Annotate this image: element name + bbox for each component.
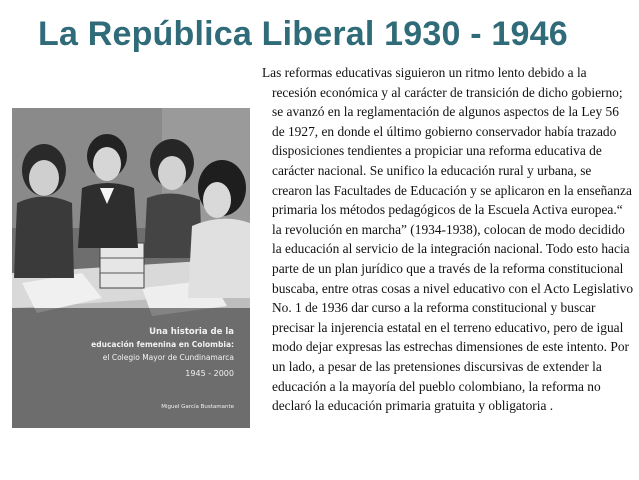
book-title-line1: Una historia de la bbox=[149, 327, 234, 337]
slide-body-text: Las reformas educativas siguieron un ritmo lento debido a la recesión económica y al carácter de transición de dicho gobierno; se avanzó en la reglamentación de algunos aspectos de la Ley 56 de 1927, en donde el último gobierno conservador había trazado disposiciones tendientes a propiciar una reforma educativa de carácter nacional. Se unifico la educación rural y urbana, se crearon las Facultades de Educación y se aplicaron en la enseñanza primaria los métodos pedagógicos de la Escuela Activa europea.“ la revolución en marcha” (1934-1938), colocan de modo decidido la educación al servicio de la integración nacional. Todo esto hacia parte de un plan jurídico que a través de la reforma constitucional buscaba, entre otras cosas a nivel educativo con el Acto Legislativo No. 1 de 1936 dar curso a la reforma constitucional y buscar precisar la injerencia estatal en el terreno educativo, pero de igual modo dejar expresas las estrechas dimensiones de este intento. Por un lado, a pesar de las pretensiones discursivas de extender la educación a la mayoría del pueblo colombiano, la reforma no declaró la educación primaria gratuita y obligatoria . bbox=[262, 65, 634, 414]
black-and-white-photo-illustration bbox=[12, 108, 250, 428]
book-title-line3: el Colegio Mayor de Cundinamarca bbox=[102, 353, 234, 362]
slide-title: La República Liberal 1930 - 1946 bbox=[38, 15, 568, 53]
book-author: Miguel García Bustamante bbox=[161, 404, 234, 410]
book-cover-photo bbox=[12, 108, 250, 428]
book-title-line2: educación femenina en Colombia: bbox=[91, 340, 234, 349]
book-years: 1945 - 2000 bbox=[185, 369, 234, 378]
